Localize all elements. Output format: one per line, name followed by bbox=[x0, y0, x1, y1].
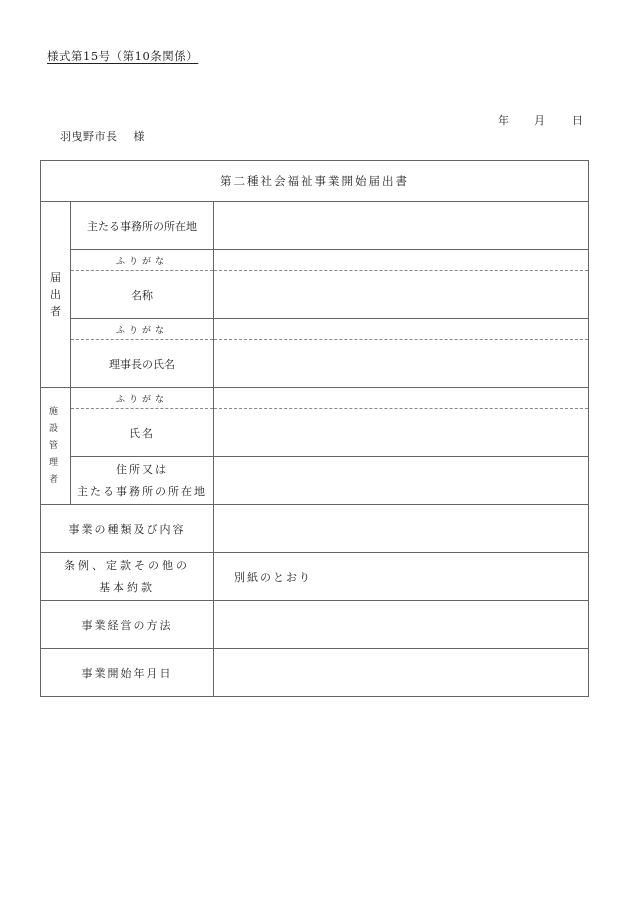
applicant-group-label: 届 出 者 bbox=[41, 202, 71, 388]
representative-label: 理事長の氏名 bbox=[71, 340, 214, 388]
form-title: 第二種社会福祉事業開始届出書 bbox=[41, 161, 589, 202]
business-type-field[interactable] bbox=[214, 505, 589, 553]
organization-name-label: 名称 bbox=[71, 271, 214, 319]
start-date-field[interactable] bbox=[214, 649, 589, 697]
manager-name-field[interactable] bbox=[214, 409, 589, 457]
addressee bbox=[60, 128, 145, 144]
furigana-name-label: ふりがな bbox=[71, 250, 214, 271]
furigana-representative-field[interactable] bbox=[214, 319, 589, 340]
furigana-representative-label: ふりがな bbox=[71, 319, 214, 340]
manager-address-field[interactable] bbox=[214, 457, 589, 505]
addressee-honorific: 様 bbox=[133, 130, 145, 143]
bylaws-label: 条例、定款その他の 基本約款 bbox=[41, 553, 214, 601]
addressee-name: 羽曳野市長 bbox=[60, 130, 118, 143]
management-method-label: 事業経営の方法 bbox=[41, 601, 214, 649]
bylaws-value: 別紙のとおり bbox=[214, 553, 589, 601]
application-form-table bbox=[40, 160, 589, 697]
office-location-field[interactable] bbox=[214, 202, 589, 250]
date-month-label: 月 bbox=[534, 114, 545, 127]
organization-name-field[interactable] bbox=[214, 271, 589, 319]
start-date-label: 事業開始年月日 bbox=[41, 649, 214, 697]
representative-field[interactable] bbox=[214, 340, 589, 388]
form-number: 様式第15号（第10条関係） bbox=[47, 49, 199, 63]
date-year-label: 年 bbox=[498, 114, 509, 127]
date-day-label: 日 bbox=[572, 114, 583, 127]
office-location-label: 主たる事務所の所在地 bbox=[71, 202, 214, 250]
manager-address-label: 住所又は 主たる事務所の所在地 bbox=[71, 457, 214, 505]
management-method-field[interactable] bbox=[214, 601, 589, 649]
business-type-label: 事業の種類及び内容 bbox=[41, 505, 214, 553]
manager-group-label: 施 設 管 理 者 bbox=[41, 388, 71, 505]
furigana-name-field[interactable] bbox=[214, 250, 589, 271]
manager-name-label: 氏名 bbox=[71, 409, 214, 457]
manager-furigana-label: ふりがな bbox=[71, 388, 214, 409]
date-line bbox=[498, 112, 583, 128]
manager-furigana-field[interactable] bbox=[214, 388, 589, 409]
